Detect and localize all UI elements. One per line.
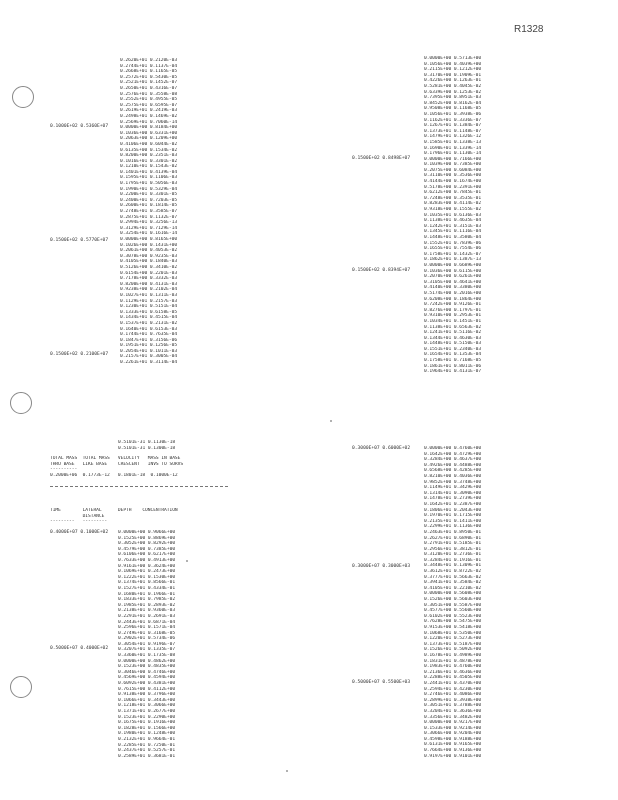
- table-row: 0.2746E+01 0.4086E+00: [424, 692, 482, 698]
- table-row: 0.2261E+01 0.3114E-04: [120, 360, 178, 366]
- table-row: 0.9238E+00 0.2102E-04: [120, 287, 178, 293]
- table-row: 0.1655E+01 0.7554E-06: [424, 246, 482, 252]
- scan-speck: [330, 420, 332, 422]
- table-row: 0.1034E+01 0.1451E-01: [424, 318, 482, 324]
- table-row: 0.3170E+00 0.1909E-01: [424, 72, 482, 78]
- table-row: 0.2748E+01 0.3585E-07: [120, 209, 178, 215]
- table-row: 0.1847E+01 0.3156E-06: [120, 337, 178, 343]
- table-row: 0.3448E+01 0.1309E-01: [424, 563, 482, 569]
- table-row: 0.2572E+01 0.5430E-05: [120, 74, 178, 80]
- table-row: 0.2291E+01 0.2691E-03: [118, 613, 176, 619]
- table-row: 0.1036E+00 0.6115E+00: [424, 268, 482, 274]
- run-label: 0.1000E+02 0.5360E+07: [50, 124, 109, 129]
- binder-hole-icon: [12, 86, 34, 108]
- table-row: 0.7178E+00 0.3332E-03: [120, 276, 178, 282]
- table-row: 0.8200E+00 0.2351E-03: [120, 153, 178, 159]
- data-column-top-right: [424, 56, 481, 375]
- table-row: 0.0000E+00 0.6689E+00: [424, 262, 482, 268]
- table-row: 0.6568E+00 0.4285E+00: [424, 468, 482, 474]
- table-row: 0.1344E+01 0.4630E-03: [424, 335, 482, 341]
- table-row: 0.0000E+00 0.8184E+00: [120, 125, 178, 131]
- table-row: 0.1523E+01 0.2290E+00: [118, 714, 176, 720]
- table-row: 0.1861E+01 0.8011E-06: [424, 363, 482, 369]
- table-row: 0.2576E+01 0.3558E-08: [120, 91, 178, 97]
- table-row: 0.9161E+00 0.3624E+00: [118, 563, 176, 569]
- table-row: 0.2668E+01 0.1165E-05: [120, 69, 178, 75]
- table-row: 0.1523E+00 0.4835E+00: [118, 664, 176, 670]
- table-row: 0.1527E+01 0.4334E-01: [118, 585, 176, 591]
- table-row: 0.9310E+00 0.2953E-01: [424, 313, 482, 319]
- table-row: 0.3777E+01 0.5663E-02: [424, 574, 482, 580]
- table-row: 0.6106E+00 0.6217E+00: [118, 552, 176, 558]
- table-row: 0.7664E+00 0.9136E+00: [424, 748, 482, 754]
- table-row: 0.1595E+01 0.1106E-03: [120, 175, 178, 181]
- table-row: 0.1434E+01 0.4515E-04: [120, 315, 178, 321]
- table-row: 0.2157E+01 0.3005E-04: [120, 354, 178, 360]
- table-row: 0.3078E+00 0.9235E-03: [120, 253, 178, 259]
- table-row: 0.1069E+01 0.2473E+00: [118, 569, 176, 575]
- table-row: 0.0000E+00 0.5713E+00: [424, 56, 482, 61]
- table-row: 0.6212E+00 0.7845E-01: [424, 190, 482, 196]
- table-row: 0.2441E+01 0.4370E+00: [424, 680, 482, 686]
- table-row: 0.7242E+00 0.9126E-01: [424, 302, 482, 308]
- table-row: 0.4144E+00 0.1674E+00: [424, 179, 482, 185]
- table-row: 0.1680E+01 0.1966E-01: [118, 591, 176, 597]
- table-row: 0.1333E+01 0.6158E-05: [120, 309, 178, 315]
- table-row: 0.5281E+00 0.4045E-02: [424, 83, 482, 89]
- table-row: 0.2437E+01 0.5257E-01: [118, 748, 176, 754]
- table-row: 0.1373E+01 0.5187E+00: [424, 641, 482, 647]
- table-row: 0.1314E+01 0.3090E+00: [424, 490, 482, 496]
- table-row: 0.2299E+01 0.1136E+00: [424, 524, 482, 530]
- table-row: 0.2063E+00 0.1209E+00: [120, 136, 178, 142]
- table-row: 0.3051E+01 0.3788E+00: [424, 703, 482, 709]
- table-row: 0.2521E+01 0.1452E-07: [120, 80, 178, 86]
- table-row: 0.2791E+01 0.5185E-01: [424, 541, 482, 547]
- binder-hole-icon: [10, 392, 32, 414]
- table-row: 0.2498E+01 0.1469E-02: [120, 113, 178, 119]
- table-row: 0.8276E+00 0.1797E-01: [424, 307, 482, 313]
- table-row: 0.6339E+00 0.1253E-02: [424, 89, 482, 95]
- table-row: 0.4226E+00 0.1263E-01: [424, 78, 482, 84]
- table-row: 0.1796E+01 0.1130E-14: [424, 151, 482, 157]
- table-row: 0.7628E+00 0.5475E+00: [424, 619, 482, 625]
- table-row: 0.2902E+01 0.5734E-06: [118, 636, 176, 642]
- table-row: 0.4140E+00 0.3380E+00: [424, 285, 482, 291]
- table-row: 0.1985E+01 0.2893E-02: [118, 602, 176, 608]
- table-row: ----------: [50, 467, 78, 473]
- table-row: 0.1222E+01 0.1530E+00: [118, 574, 176, 580]
- table-row: 0.2000E+06 0.1773E-12 0.1801E-18 0.1000E-12: [50, 472, 178, 478]
- table-row: 0.1806E+01 0.2043E+00: [424, 507, 482, 513]
- table-row: 0.0000E+00 0.9217E+00: [424, 720, 482, 726]
- table-row: 0.1642E+00 0.4729E+00: [424, 451, 482, 457]
- table-row: 0.1983E+01 0.4760E+00: [424, 664, 482, 670]
- table-row: 0.1951E+01 0.1256E-05: [120, 343, 178, 349]
- table-row: 0.1026E+00 0.1431E+00: [120, 242, 178, 248]
- table-row: 0.0000E+00 0.4760E+00: [424, 446, 482, 451]
- table-row: 0.2619E+01 0.2419E-03: [120, 108, 178, 114]
- table-row: 0.3284E+00 0.4637E+00: [424, 457, 482, 463]
- table-row: 0.5101E-31 0.1300E-18: [118, 445, 176, 451]
- table-row: 0.1218E+01 0.3066E+00: [118, 703, 176, 709]
- table-row: 0.3051E+00 0.5587E+00: [424, 602, 482, 608]
- table-row: 0.2552E+01 0.4955E-05: [120, 97, 178, 103]
- table-row: 0.3941E+01 0.3584E-02: [424, 580, 482, 586]
- table-row: 0.2749E+01 0.3168E-05: [118, 630, 176, 636]
- table-row: 0.1537E+01 0.2131E-02: [120, 320, 178, 326]
- table-row: 0.1371E+01 0.2677E+00: [118, 709, 176, 714]
- table-row: 0.1138E+01 0.4635E-04: [424, 218, 482, 224]
- table-row: 0.4105E+01 0.2210E-02: [424, 585, 482, 591]
- table-row: 0.2132E+01 0.9664E-01: [118, 736, 176, 742]
- binder-hole-icon: [10, 676, 32, 698]
- table-row: 0.1758E+01 0.1432E-07: [424, 251, 482, 257]
- table-row: TIME LATERAL DEPTH CONCENTRATION: [50, 508, 178, 513]
- table-row: 0.0000E+00 0.7166E+00: [424, 156, 482, 162]
- table-row: 0.4577E+00 0.5560E+00: [424, 608, 482, 614]
- table-row: 0.1828E+01 0.1566E+00: [118, 725, 176, 731]
- table-row: 0.1642E+01 0.2387E+00: [424, 501, 482, 507]
- table-row: 0.2200E+01 0.3301E-05: [120, 192, 178, 198]
- table-row: 0.1744E+01 0.7635E-04: [120, 332, 178, 338]
- table-row: 0.1551E+01 0.2340E-03: [424, 346, 482, 352]
- table-row: DISTANCE: [50, 513, 105, 519]
- table-row: 0.2600E+01 0.1814E-05: [120, 203, 178, 209]
- table-row: 0.4579E+00 0.7385E+00: [118, 546, 176, 552]
- table-row: 0.2463E+01 0.8950E-01: [424, 529, 482, 535]
- table-row: 0.1980E+01 0.1248E+00: [118, 731, 176, 737]
- table-row: 0.2569E+01 0.7060E-14: [120, 119, 178, 125]
- table-row: 0.1068E+01 0.5350E+00: [424, 630, 482, 636]
- table-row: 0.1831E+01 0.4878E+00: [424, 658, 482, 664]
- table-row: 0.1964E+01 0.4131E-07: [424, 369, 482, 375]
- data-column-bottom-right: [424, 446, 481, 759]
- table-row: 0.1027E+01 0.1311E-03: [120, 292, 178, 298]
- table-row: 0.1066E+01 0.3443E+00: [118, 697, 176, 703]
- table-row: 0.1016E+01 0.3301E-02: [120, 158, 178, 164]
- run-label: 0.1500E+02 0.5770E+07: [50, 238, 109, 243]
- table-row: 0.1970E+01 0.1715E+00: [424, 513, 482, 519]
- table-row: 0.1162E+01 0.3336E-07: [424, 117, 482, 123]
- table-row: 0.1862E+01 0.1387E-13: [424, 257, 482, 263]
- run-label: 0.5000E+07 0.4000E+02: [50, 646, 109, 651]
- table-row: 0.1990E+01 0.5329E-04: [120, 186, 178, 192]
- table-row: 0.2054E+01 0.1011E-03: [120, 348, 178, 354]
- table-row: 0.1373E+01 0.1148E-07: [424, 128, 482, 134]
- table-row: 0.3129E+01 0.7129E-14: [120, 225, 178, 231]
- table-row: 0.2285E+01 0.7250E-01: [118, 742, 176, 748]
- table-row: 0.8283E+00 0.4114E-02: [424, 201, 482, 207]
- table-row: 0.2956E+01 0.3812E-01: [424, 546, 482, 552]
- table-row: 0.1526E+01 0.5092E+00: [424, 647, 482, 653]
- table-row: 0.1267E+01 0.1384E-07: [424, 123, 482, 129]
- run-label: 0.1500E+02 0.8498E+07: [352, 156, 411, 161]
- table-row: 0.3356E+01 0.3482E+00: [424, 714, 482, 720]
- table-row: 0.3207E+01 0.1335E-07: [118, 647, 176, 653]
- summary-rows: [118, 440, 175, 451]
- data-column-top-left: [120, 58, 177, 366]
- table-row: 0.4569E+00 0.4594E+00: [118, 675, 176, 681]
- table-row: 0.2135E+01 0.1411E+00: [424, 518, 482, 524]
- table-row: 0.0000E+00 0.9066E+00: [118, 530, 176, 535]
- table-row: 0.7248E+00 0.3535E-01: [424, 195, 482, 201]
- table-row: 0.1795E+01 0.5056E-03: [120, 181, 178, 187]
- table-row: 0.1210E+01 0.1543E-02: [120, 164, 178, 170]
- table-row: 0.2875E+01 0.1132E-07: [120, 214, 178, 220]
- table-row: --------- ---------: [50, 519, 108, 525]
- column-headers: [50, 508, 178, 525]
- table-row: 0.7395E+00 0.8951E-03: [424, 95, 482, 101]
- summary-header: [50, 456, 183, 478]
- table-row: TOTAL MASS TOTAL MASS VELOCITY MASS IN BASE: [50, 456, 181, 461]
- table-row: 0.6102E+00 0.5523E+00: [424, 613, 482, 619]
- run-label: 0.1500E+02 0.8394E+07: [352, 268, 411, 273]
- table-row: 0.1690E+01 0.1339E-14: [424, 145, 482, 151]
- document-id: R1328: [514, 24, 544, 35]
- table-row: 0.1525E+00 0.8869E+00: [118, 535, 176, 541]
- divider: [50, 486, 228, 487]
- table-row: 0.1035E+01 0.6136E-03: [424, 212, 482, 218]
- table-row: 0.3054E+01 0.9196E-07: [118, 641, 176, 647]
- table-row: 0.2075E+00 0.6084E+00: [424, 167, 482, 173]
- table-row: 0.3052E+00 0.8292E+00: [118, 541, 176, 547]
- run-label: 0.4000E+07 0.1000E+02: [50, 530, 109, 535]
- run-label: 0.3000E+07 0.3000E+03: [352, 564, 411, 569]
- table-row: 0.2620E+01 0.2120E-03: [120, 58, 178, 63]
- table-row: 0.2288E+01 0.4505E+00: [424, 675, 482, 681]
- table-row: 0.3612E+01 0.8722E-02: [424, 569, 482, 575]
- table-row: 0.7615E+00 0.4112E+00: [118, 686, 176, 692]
- table-row: 0.1552E+01 0.7839E-06: [424, 240, 482, 246]
- table-row: 0.2994E+01 0.3256E-13: [120, 220, 178, 226]
- table-row: 0.1241E+01 0.5116E-02: [424, 330, 482, 336]
- table-row: 0.2594E+01 0.4230E+00: [424, 686, 482, 692]
- table-row: 0.1129E+01 0.2157E-03: [120, 298, 178, 304]
- table-row: 0.2443E+01 0.6871E-04: [118, 619, 176, 625]
- table-row: 0.2596E+01 0.1571E-04: [118, 625, 176, 631]
- table-row: 0.6135E+00 0.1534E-02: [120, 147, 178, 153]
- table-row: 0.1345E+01 0.1116E-04: [424, 229, 482, 235]
- table-row: 0.1533E+00 0.9214E+00: [424, 725, 482, 731]
- table-row: 0.9852E+00 0.3748E+00: [424, 479, 482, 485]
- table-row: 0.3046E+00 0.4746E+00: [118, 669, 176, 675]
- table-row: 0.2650E+01 0.4316E-07: [120, 85, 178, 91]
- table-row: 0.2627E+01 0.6890E-01: [424, 535, 482, 541]
- table-row: 0.3066E+00 0.9204E+00: [424, 731, 482, 737]
- run-label: 0.1500E+02 0.2100E+07: [50, 352, 109, 357]
- table-row: 0.1640E+01 0.6153E-03: [120, 326, 178, 332]
- table-row: 0.1056E+00 0.4039E+00: [424, 61, 482, 67]
- table-row: 0.2115E+00 0.1212E+00: [424, 67, 482, 73]
- table-row: 0.2136E+01 0.4636E+00: [424, 669, 482, 675]
- table-row: 0.1448E+01 0.5150E-03: [424, 341, 482, 347]
- table-row: 0.8452E+00 0.8162E-04: [424, 100, 482, 106]
- table-row: 0.1039E+00 0.7385E+00: [424, 162, 482, 168]
- table-row: 0.2575E+01 0.6595E-07: [120, 102, 178, 108]
- table-row: 0.1654E+01 0.1353E-04: [424, 352, 482, 358]
- table-row: 0.1242E+01 0.3151E-03: [424, 223, 482, 229]
- scan-speck: [286, 770, 288, 772]
- table-row: 0.2899E+01 0.3938E+00: [424, 697, 482, 703]
- table-row: 0.2400E+01 0.7203E-05: [120, 197, 178, 203]
- table-row: 0.1230E+01 0.5151E-04: [120, 304, 178, 310]
- table-row: 0.9197E+00 0.9101E+00: [424, 753, 482, 759]
- table-row: 0.3110E+00 0.3536E+00: [424, 173, 482, 179]
- table-row: 0.1833E+01 0.7985E-02: [118, 597, 176, 603]
- table-row: 0.6154E+00 0.2201E-03: [120, 270, 178, 276]
- table-row: 0.3105E+00 0.4641E+00: [424, 279, 482, 285]
- table-row: THRU BASE LIKE BASE CRESCENT INVS TO SURVS: [50, 461, 184, 467]
- table-row: 0.1675E+01 0.1916E+00: [118, 720, 176, 726]
- table-row: 0.2061E+00 0.4053E-02: [120, 248, 178, 254]
- run-label: 0.5000E+07 0.5500E+03: [352, 680, 411, 685]
- table-row: 0.6092E+00 0.4381E+00: [118, 681, 176, 687]
- table-row: 0.0000E+00 0.5608E+00: [424, 591, 482, 597]
- table-row: 0.5101E-31 0.1130E-18: [118, 440, 176, 445]
- table-row: 0.4106E+00 0.6044E-02: [120, 141, 178, 147]
- table-row: 0.1036E+00 0.6331E+00: [120, 130, 178, 136]
- table-row: 0.3284E+01 0.1916E-01: [424, 557, 482, 563]
- table-row: 0.1138E+01 0.6563E-02: [424, 324, 482, 330]
- table-row: 0.2744E+01 0.1137E-04: [120, 63, 178, 69]
- table-row: 0.8210E+00 0.4036E+00: [424, 473, 482, 479]
- table-row: 0.2138E+01 0.9360E-03: [118, 608, 176, 614]
- table-row: 0.5174E+00 0.2016E+00: [424, 290, 482, 296]
- table-row: 0.3204E+01 0.3636E+00: [424, 708, 482, 714]
- table-row: 0.4926E+00 0.4488E+00: [424, 462, 482, 468]
- table-row: 0.1585E+01 0.1338E-13: [424, 139, 482, 145]
- table-row: 0.5178E+00 0.2391E+00: [424, 184, 482, 190]
- table-row: 0.1056E+01 0.3938E-06: [424, 111, 482, 117]
- table-row: 0.3360E+01 0.1735E-08: [118, 653, 176, 659]
- run-label: 0.3000E+07 0.6000E+02: [352, 446, 411, 451]
- table-row: 0.7633E+00 0.4913E+00: [118, 557, 176, 563]
- table-row: 0.3120E+01 0.2736E-01: [424, 552, 482, 558]
- table-row: 0.5126E+00 0.3410E-02: [120, 264, 178, 270]
- table-row: 0.1448E+01 0.3580E-04: [424, 235, 482, 240]
- table-row: 0.0000E+00 0.4862E+00: [118, 658, 176, 664]
- table-row: 0.1478E+01 0.2739E+00: [424, 496, 482, 502]
- table-row: 0.4105E+00 0.1840E-03: [120, 259, 178, 265]
- table-row: 0.1758E+01 0.7168E-05: [424, 358, 482, 364]
- table-row: 0.9153E+00 0.5418E+00: [424, 625, 482, 630]
- table-row: 0.4598E+00 0.9188E+00: [424, 736, 482, 742]
- table-row: 0.6131E+00 0.9165E+00: [424, 742, 482, 748]
- table-row: 0.1220E+01 0.5273E+00: [424, 636, 482, 642]
- table-row: 0.9318E+00 0.1555E-02: [424, 207, 482, 213]
- table-row: 0.9138E+00 0.3796E+00: [118, 692, 176, 698]
- table-row: 0.6208E+00 0.1864E+00: [424, 296, 482, 302]
- table-row: 0.1479E+01 0.1326E-12: [424, 134, 482, 140]
- table-row: 0.1401E+01 0.4139E-04: [120, 169, 178, 175]
- table-row: 0.8200E+00 0.4131E-03: [120, 281, 178, 287]
- table-row: 0.0000E+00 0.8165E+00: [120, 237, 178, 242]
- table-row: 0.1149E+01 0.3429E+00: [424, 485, 482, 491]
- table-row: 0.1678E+01 0.4989E+00: [424, 652, 482, 658]
- table-row: 0.2070E+00 0.6261E+00: [424, 274, 482, 280]
- scan-speck: [186, 560, 188, 562]
- table-row: 0.1374E+01 0.8566E-01: [118, 580, 176, 586]
- table-row: 0.1526E+00 0.5603E+00: [424, 597, 482, 603]
- table-row: 0.9508E+00 0.1168E-05: [424, 106, 482, 112]
- table-row: 0.2589E+01 0.3681E-01: [118, 753, 176, 759]
- table-row: 0.3254E+01 0.1616E-14: [120, 231, 178, 237]
- data-column-bottom-left: [118, 530, 175, 759]
